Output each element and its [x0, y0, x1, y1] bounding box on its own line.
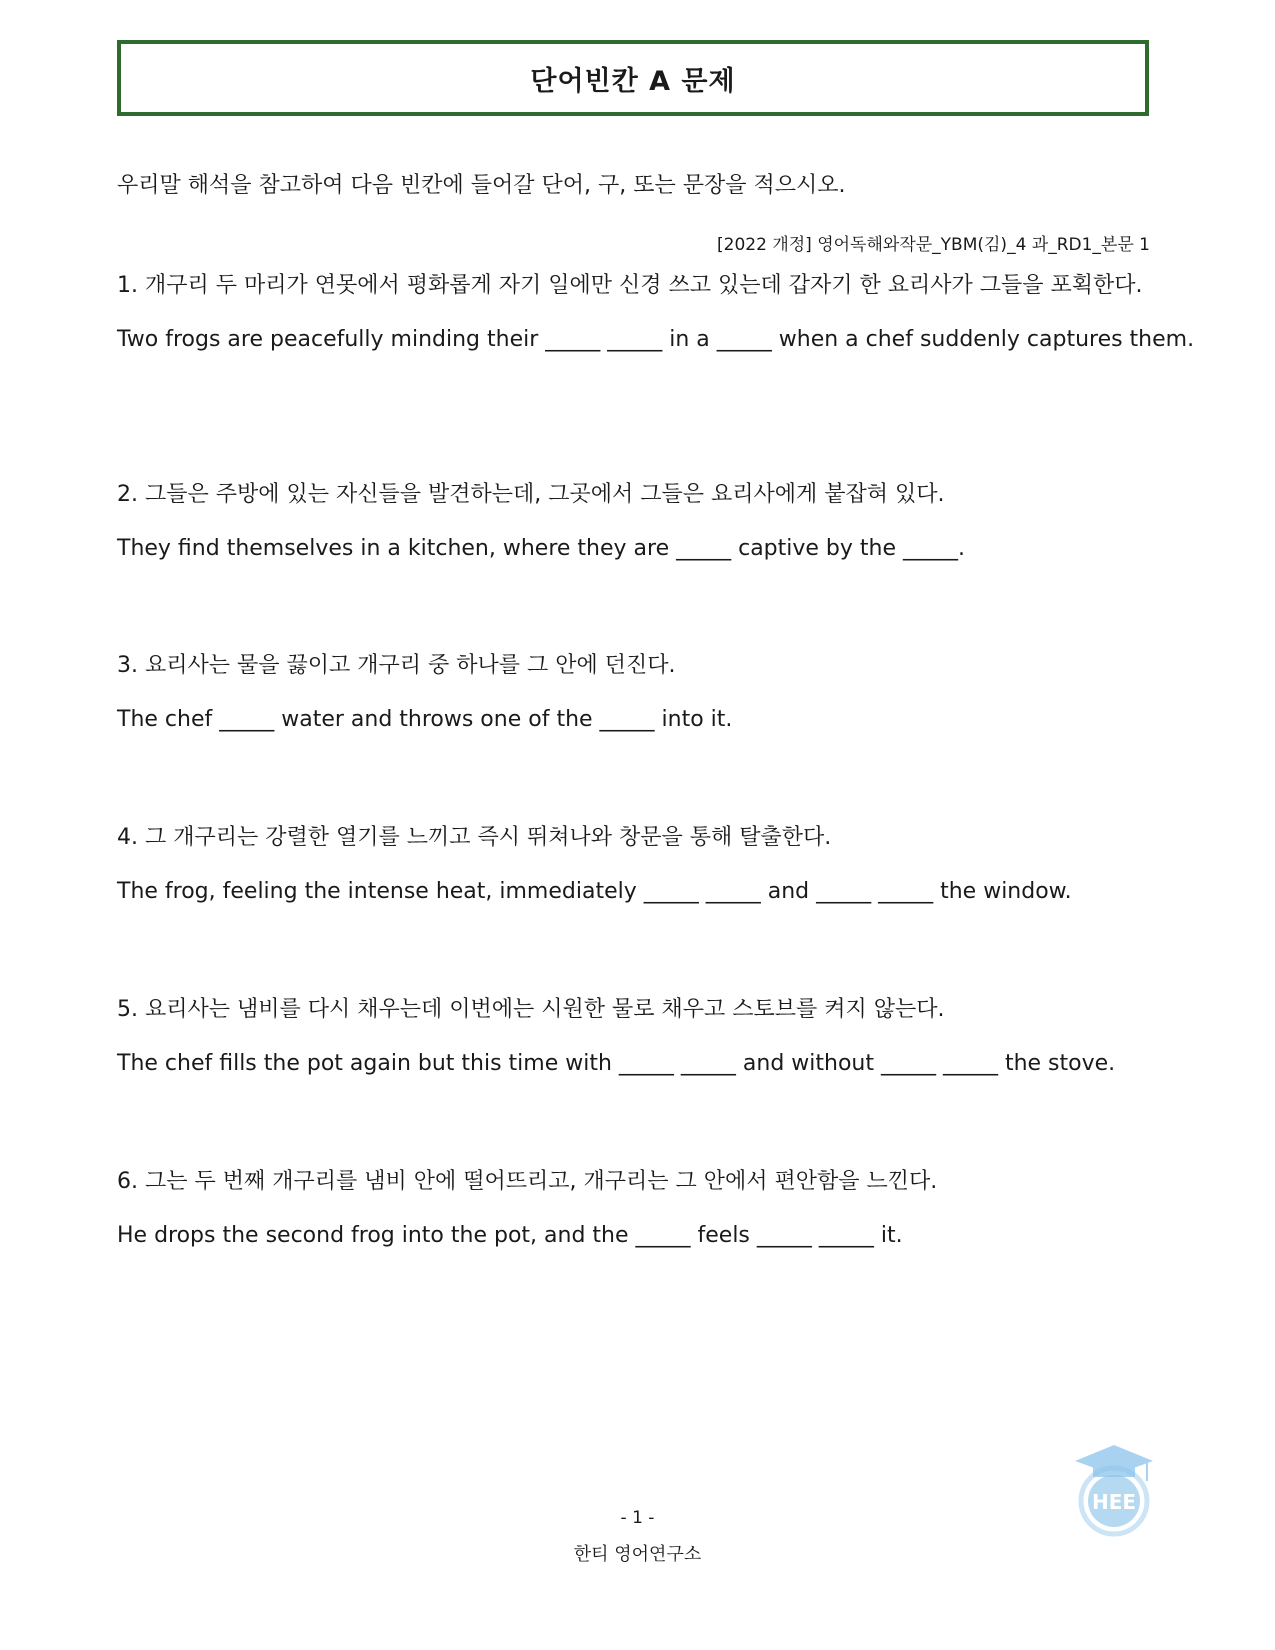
- question-korean: 1. 개구리 두 마리가 연못에서 평화롭게 자기 일에만 신경 쓰고 있는데 갑자기 한 요리사가 그들을 포획한다.: [117, 273, 1143, 298]
- question-korean: 3. 요리사는 물을 끓이고 개구리 중 하나를 그 안에 던진다.: [117, 653, 676, 678]
- question-english: The frog, feeling the intense heat, immediately _____ _____ and _____ _____ the window.: [117, 879, 1072, 904]
- question-korean: 4. 그 개구리는 강렬한 열기를 느끼고 즉시 뛰쳐나와 창문을 통해 탈출한다.: [117, 825, 832, 850]
- question-english: He drops the second frog into the pot, and the _____ feels _____ _____ it.: [117, 1223, 903, 1248]
- question-5: [117, 991, 1152, 1076]
- question-korean: 5. 요리사는 냄비를 다시 채우는데 이번에는 시원한 물로 채우고 스토브를 켜지 않는다.: [117, 997, 945, 1022]
- question-6: [117, 1163, 1152, 1248]
- page-title: 단어빈칸 A 문제: [530, 65, 736, 97]
- question-4: [117, 819, 1152, 904]
- question-english: The chef fills the pot again but this time with _____ _____ and without _____ _____ the stove.: [117, 1051, 1116, 1076]
- question-1: [117, 267, 1195, 352]
- question-korean: 2. 그들은 주방에 있는 자신들을 발견하는데, 그곳에서 그들은 요리사에게 붙잡혀 있다.: [117, 482, 945, 507]
- question-english: They find themselves in a kitchen, where they are _____ captive by the _____.: [117, 536, 965, 561]
- question-3: [117, 647, 1152, 732]
- logo-text: HEE: [1091, 1490, 1137, 1514]
- title-box: [117, 40, 1149, 116]
- instruction-text: 우리말 해석을 참고하여 다음 빈칸에 들어갈 단어, 구, 또는 문장을 적으시오.: [117, 173, 846, 198]
- question-english: The chef _____ water and throws one of the _____ into it.: [117, 707, 733, 732]
- footer-text: 한티 영어연구소: [573, 1544, 702, 1565]
- source-label: [2022 개정] 영어독해와작문_YBM(김)_4 과_RD1_본문 1: [717, 235, 1150, 255]
- question-english: Two frogs are peacefully minding their _____ _____ in a _____ when a chef suddenly captures them.: [117, 327, 1195, 352]
- page-number: - 1 -: [620, 1508, 655, 1528]
- question-2: [117, 476, 1152, 561]
- question-korean: 6. 그는 두 번째 개구리를 냄비 안에 떨어뜨리고, 개구리는 그 안에서 편안함을 느낀다.: [117, 1169, 938, 1194]
